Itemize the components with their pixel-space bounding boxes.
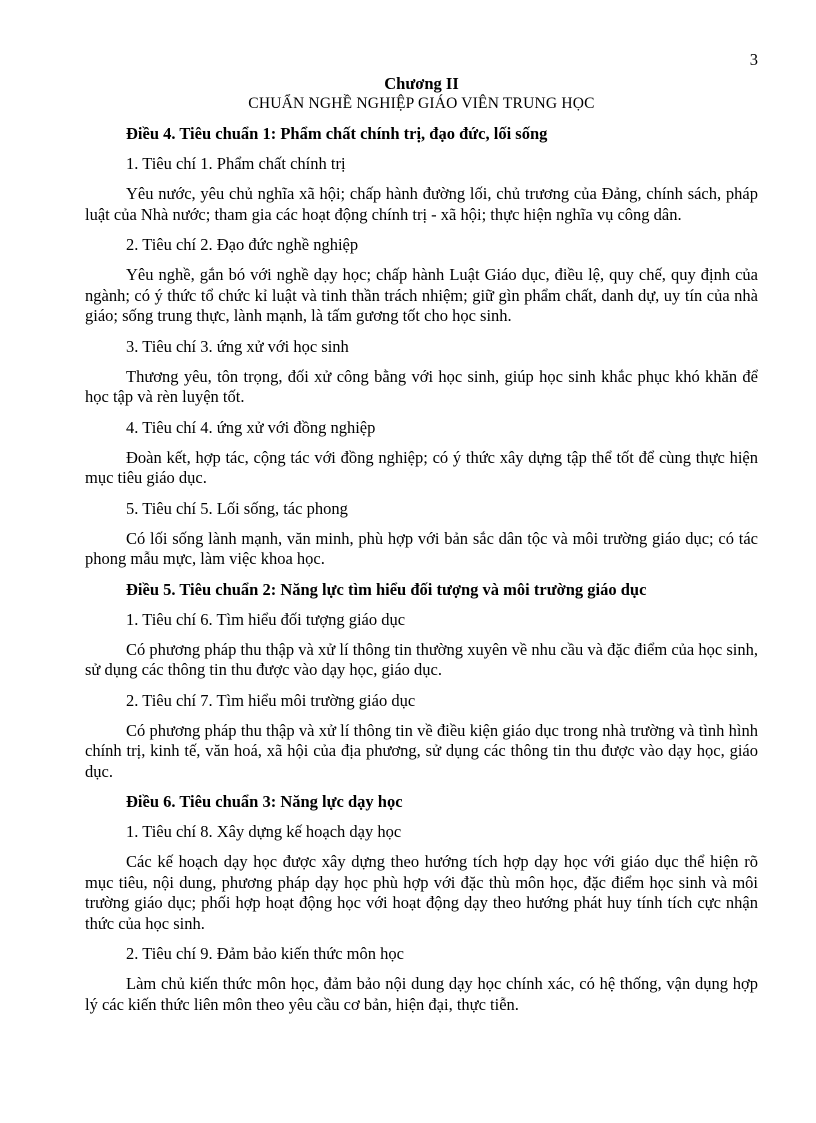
criterion-body: Yêu nghề, gắn bó với nghề dạy học; chấp hành Luật Giáo dục, điều lệ, quy chế, quy định của ngành; có ý thức tổ chức kỉ luật và tinh thần trách nhiệm; giữ gìn phẩm chất, danh dự, uy tín của nhà giáo; sống trung thực, lành mạnh, là tấm gương tốt cho học sinh. [85,265,758,325]
criterion-body: Có lối sống lành mạnh, văn minh, phù hợp với bản sắc dân tộc và môi trường giáo dục; có tác phong mẫu mực, làm việc khoa học. [85,528,758,568]
criterion-body: Các kế hoạch dạy học được xây dựng theo hướng tích hợp dạy học với giáo dục thể hiện rõ mục tiêu, nội dung, phương pháp dạy học phù hợp với đặc thù môn học, đặc điểm học sinh và môi trường giáo dục; phối hợp hoạt động học với hoạt động dạy theo hướng phát huy tính tích cực nhận thức của học sinh. [85,852,758,933]
criterion-heading: 1. Tiêu chí 6. Tìm hiểu đối tượng giáo dục [126,609,406,629]
article-5 [85,580,758,783]
criterion-body: Làm chủ kiến thức môn học, đảm bảo nội dung dạy học chính xác, có hệ thống, vận dụng hợp lý các kiến thức liên môn theo yêu cầu cơ bản, hiện đại, thực tiễn. [85,974,758,1014]
criterion-heading: 4. Tiêu chí 4. ứng xử với đồng nghiệp [126,417,376,437]
page-number: 3 [749,50,758,69]
criterion-heading: 2. Tiêu chí 2. Đạo đức nghề nghiệp [126,235,359,254]
criterion-heading: 2. Tiêu chí 7. Tìm hiểu môi trường giáo dục [126,690,416,710]
criterion-heading: 1. Tiêu chí 8. Xây dựng kế hoạch dạy học [126,822,402,841]
criterion-heading: 2. Tiêu chí 9. Đảm bảo kiến thức môn học [126,944,404,963]
article-heading: Điều 4. Tiêu chuẩn 1: Phẩm chất chính trị, đạo đức, lối sống [126,124,548,143]
criterion-body: Đoàn kết, hợp tác, cộng tác với đồng nghiệp; có ý thức xây dựng tập thể tốt để cùng thực hiện mục tiêu giáo dục. [85,447,758,487]
criterion-body: Thương yêu, tôn trọng, đối xử công bằng với học sinh, giúp học sinh khắc phục khó khăn để học tập và rèn luyện tốt. [85,366,758,406]
criterion-heading: 1. Tiêu chí 1. Phẩm chất chính trị [126,154,346,173]
criterion-heading: 5. Tiêu chí 5. Lối sống, tác phong [126,498,348,518]
article-heading: Điều 5. Tiêu chuẩn 2: Năng lực tìm hiểu đối tượng và môi trường giáo dục [126,579,647,599]
criterion-heading: 3. Tiêu chí 3. ứng xử với học sinh [126,336,349,356]
criterion-body: Yêu nước, yêu chủ nghĩa xã hội; chấp hành đường lối, chủ trương của Đảng, chính sách, pháp luật của Nhà nước; tham gia các hoạt động chính trị - xã hội; thực hiện nghĩa vụ công dân. [85,184,758,224]
article-4 [85,124,758,570]
chapter-title: Chương II [384,74,459,93]
criterion-body: Có phương pháp thu thập và xử lí thông tin thường xuyên về nhu cầu và đặc điểm của học sinh, sử dụng các thông tin thu được vào dạy học, giáo dục. [85,639,758,679]
article-6 [85,792,758,1015]
article-heading: Điều 6. Tiêu chuẩn 3: Năng lực dạy học [126,792,403,811]
document-body [85,74,758,1025]
criterion-body: Có phương pháp thu thập và xử lí thông tin về điều kiện giáo dục trong nhà trường và tình hình chính trị, kinh tế, văn hoá, xã hội của địa phương, sử dụng các thông tin thu được vào dạy học, giáo dục. [85,720,758,781]
chapter-subtitle: CHUẨN NGHỀ NGHIỆP GIÁO VIÊN TRUNG HỌC [248,95,595,112]
